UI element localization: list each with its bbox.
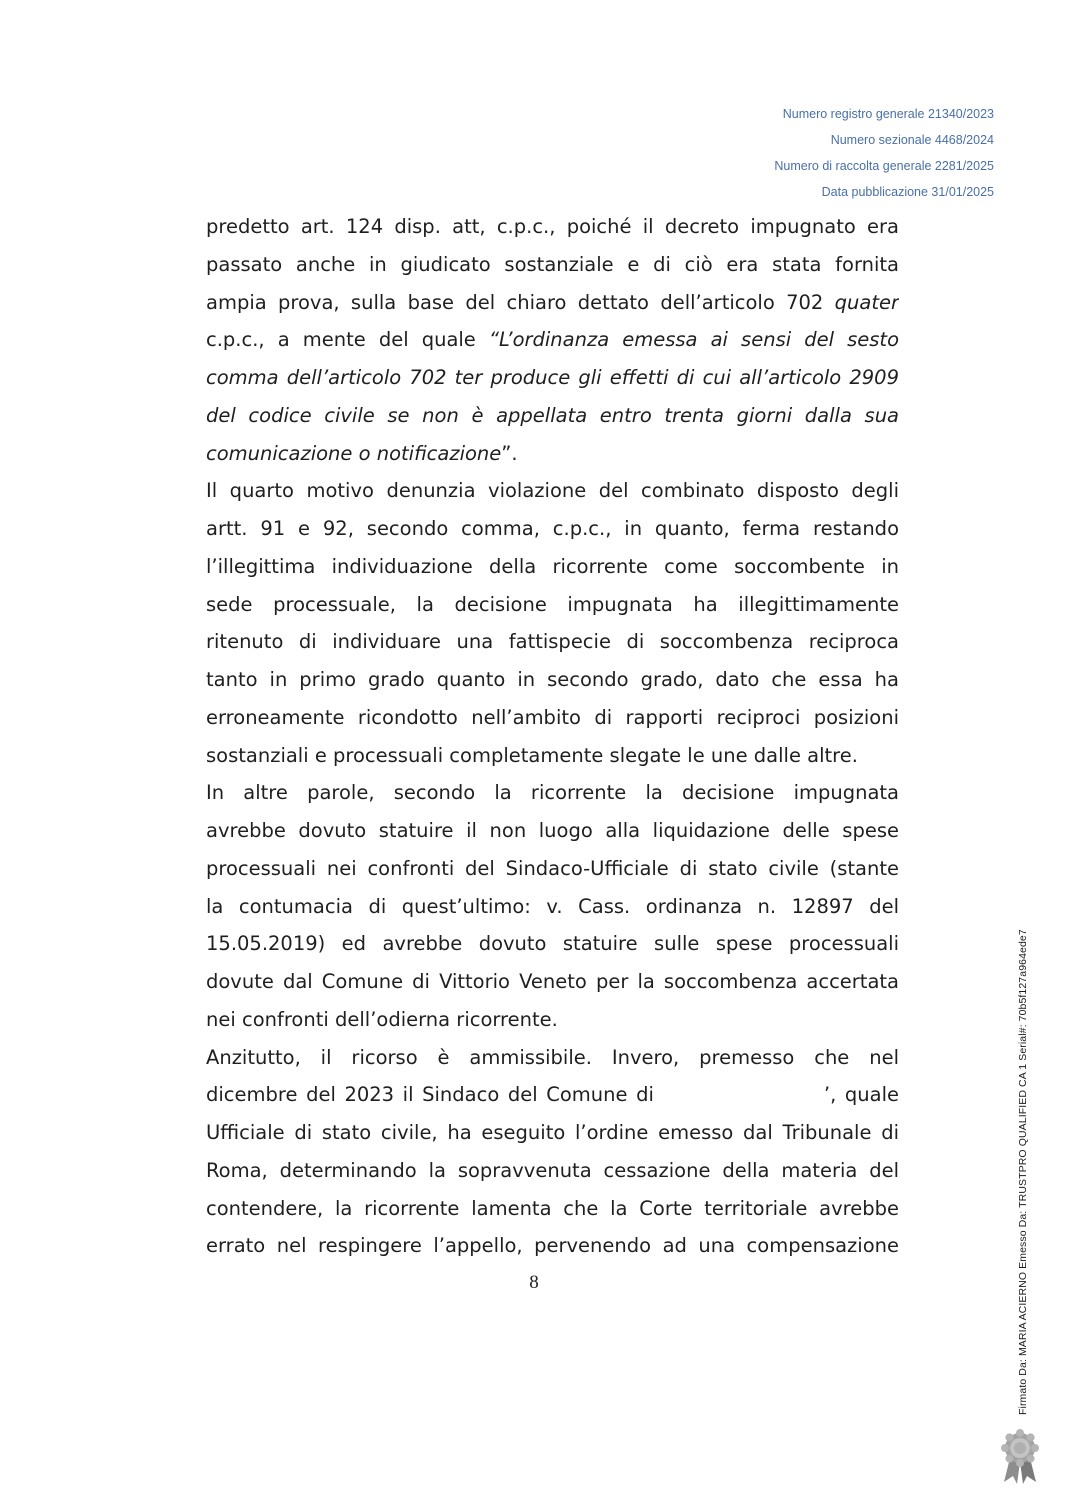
seal-rosette-icon bbox=[996, 1428, 1044, 1484]
text-line: sostanziali e processuali completamente slegate le une dalle altre. bbox=[206, 743, 858, 767]
text-line: contendere, la ricorrente lamenta che la Corte territoriale avrebbe bbox=[206, 1196, 899, 1220]
text-line: sede processuale, la decisione impugnata ha illegittimamente bbox=[206, 592, 899, 616]
text-line: Il quarto motivo denunzia violazione del combinato disposto degli bbox=[206, 479, 899, 503]
text-line: In altre parole, secondo la ricorrente la decisione impugnata bbox=[206, 781, 899, 805]
text-line: del codice civile se non è appellata entro trenta giorni dalla sua bbox=[206, 403, 899, 427]
text-line: comunicazione o notificazione”. bbox=[206, 441, 518, 465]
data-pubblicazione: Data pubblicazione 31/01/2025 bbox=[821, 185, 994, 199]
text-line: Ufficiale di stato civile, ha eseguito l’ordine emesso dal Tribunale di bbox=[206, 1121, 899, 1144]
text-line: artt. 91 e 92, secondo comma, c.p.c., in quanto, ferma restando bbox=[206, 517, 899, 540]
text-line: ritenuto di individuare una fattispecie di soccombenza reciproca bbox=[206, 630, 899, 654]
text-line: predetto art. 124 disp. att, c.p.c., poiché il decreto impugnato era bbox=[206, 215, 899, 238]
text-line: dovute dal Comune di Vittorio Veneto per la soccombenza accertata bbox=[206, 970, 899, 993]
text-line: comma dell’articolo 702 ter produce gli effetti di cui all’articolo 2909 bbox=[206, 366, 899, 389]
text-line: 15.05.2019) ed avrebbe dovuto statuire sulle spese processuali bbox=[206, 932, 899, 956]
registry-header bbox=[774, 101, 994, 205]
page-number: 8 bbox=[529, 1272, 539, 1293]
text-line: la contumacia di quest’ultimo: v. Cass. ordinanza n. 12897 del bbox=[206, 894, 899, 918]
digital-signature-note: Firmato Da: MARIA ACIERNO Emesso Da: TRUSTPRO QUALIFIED CA 1 Serial#: 70b5f127a964ede7 bbox=[1017, 929, 1029, 1415]
text-line: passato anche in giudicato sostanziale e di ciò era stata fornita bbox=[206, 252, 899, 276]
text-line: erroneamente ricondotto nell’ambito di rapporti reciproci posizioni bbox=[206, 705, 899, 729]
text-line: tanto in primo grado quanto in secondo grado, dato che essa ha bbox=[206, 668, 899, 691]
text-line: avrebbe dovuto statuire il non luogo alla liquidazione delle spese bbox=[206, 819, 899, 842]
numero-sezionale: Numero sezionale 4468/2024 bbox=[830, 133, 994, 147]
registro-generale: Numero registro generale 21340/2023 bbox=[782, 107, 994, 121]
text-line: dicembre del 2023 il Sindaco del Comune di ’, quale bbox=[206, 1083, 899, 1107]
raccolta-generale: Numero di raccolta generale 2281/2025 bbox=[774, 159, 994, 173]
text-line: c.p.c., a mente del quale “L’ordinanza emessa ai sensi del sesto bbox=[206, 328, 899, 352]
document-body bbox=[206, 208, 899, 1265]
text-line: processuali nei confronti del Sindaco-Ufficiale di stato civile (stante bbox=[206, 856, 899, 880]
text-line: errato nel respingere l’appello, pervenendo ad una compensazione bbox=[206, 1234, 899, 1258]
text-line: nei confronti dell’odierna ricorrente. bbox=[206, 1007, 558, 1031]
text-line: l’illegittima individuazione della ricorrente come soccombente in bbox=[206, 554, 899, 578]
text-line: ampia prova, sulla base del chiaro dettato dell’articolo 702 quater bbox=[206, 290, 899, 314]
text-line: Roma, determinando la sopravvenuta cessazione della materia del bbox=[206, 1158, 899, 1182]
text-line: Anzitutto, il ricorso è ammissibile. Invero, premesso che nel bbox=[206, 1045, 899, 1069]
